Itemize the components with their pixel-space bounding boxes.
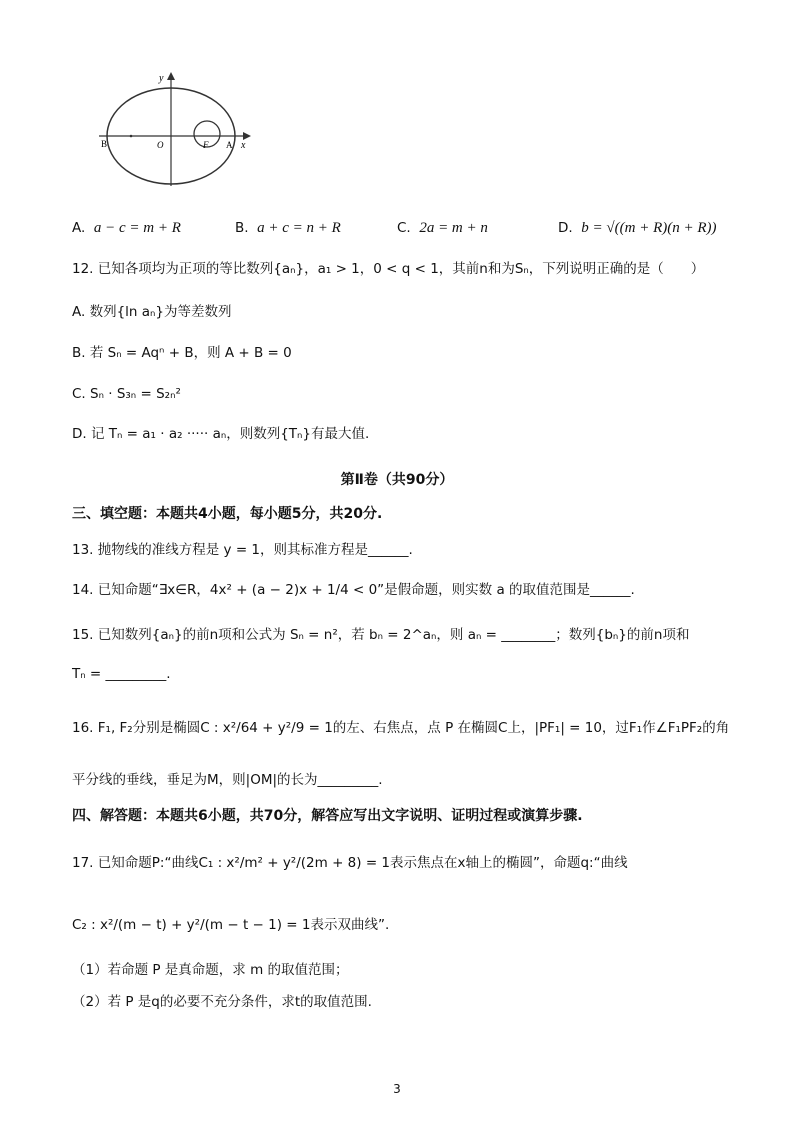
ellipse-figure [95,68,255,188]
section-2-title: 第Ⅱ卷（共90分） [340,472,454,488]
q17-line-2: C₂ : x²/(m − t) + y²/(m − t − 1) = 1表示双曲线”. [72,917,390,933]
section-4-title: 四、解答题：本题共6小题，共70分，解答应写出文字说明、证明过程或演算步骤. [72,808,583,824]
label-o: O [157,140,164,150]
q13: 13. 抛物线的准线方程是 y = 1，则其标准方程是______. [72,542,413,558]
option-letter: D. [558,220,573,236]
q12-option-c: C. Sₙ · S₃ₙ = S₂ₙ² [72,386,181,402]
label-f: F [203,140,209,150]
option-letter: B. [235,220,249,236]
section-3-title: 三、填空题：本题共4小题，每小题5分，共20分. [72,506,383,522]
q12-stem: 12. 已知各项均为正项的等比数列{aₙ}，a₁ > 1，0 < q < 1，其前n和为Sₙ，下列说明正确的是（ ） [72,261,705,277]
q14: 14. 已知命题“∃x∈R，4x² + (a − 2)x + 1/4 < 0”是假命题，则实数 a 的取值范围是______. [72,582,635,598]
point-b-dot [130,135,133,138]
option-formula: 2a = m + n [419,220,488,236]
q11-option-b [235,218,341,238]
label-a: A [226,140,233,150]
q17-sub-2: （2）若 P 是q的必要不充分条件，求t的取值范围. [72,994,372,1010]
page-number: 3 [393,1082,401,1096]
q17-line-1: 17. 已知命题P:“曲线C₁ : x²/m² + y²/(2m + 8) = 1表示焦点在x轴上的椭圆”，命题q:“曲线 [72,855,628,871]
option-letter: A. [72,220,86,236]
q11-option-d [558,218,717,238]
label-x: x [241,140,246,151]
q12-option-d: D. 记 Tₙ = a₁ · a₂ ····· aₙ，则数列{Tₙ}有最大值. [72,426,370,442]
option-formula: b = √((m + R)(n + R)) [581,220,717,236]
option-formula: a + c = n + R [257,220,341,236]
q12-option-b: B. 若 Sₙ = Aqⁿ + B，则 A + B = 0 [72,345,292,361]
y-axis-arrow [167,72,175,80]
x-axis-arrow [243,132,251,140]
label-y: y [159,73,164,84]
label-b: B [101,139,108,149]
q15-line-2: Tₙ = _________. [72,666,171,682]
option-formula: a − c = m + R [93,220,181,236]
q16-line-2: 平分线的垂线，垂足为M，则|OM|的长为_________. [72,772,383,788]
q12-option-a: A. 数列{ln aₙ}为等差数列 [72,304,232,320]
q11-option-a [72,218,181,238]
q15-line-1: 15. 已知数列{aₙ}的前n项和公式为 Sₙ = n²，若 bₙ = 2^aₙ，则 aₙ = ________；数列{bₙ}的前n项和 [72,627,690,643]
q11-option-c [397,218,488,238]
option-letter: C. [397,220,411,236]
q17-sub-1: （1）若命题 P 是真命题，求 m 的取值范围； [72,962,349,978]
q16-line-1: 16. F₁, F₂分别是椭圆C : x²/64 + y²/9 = 1的左、右焦点，点 P 在椭圆C上，|PF₁| = 10，过F₁作∠F₁PF₂的角 [72,720,730,736]
